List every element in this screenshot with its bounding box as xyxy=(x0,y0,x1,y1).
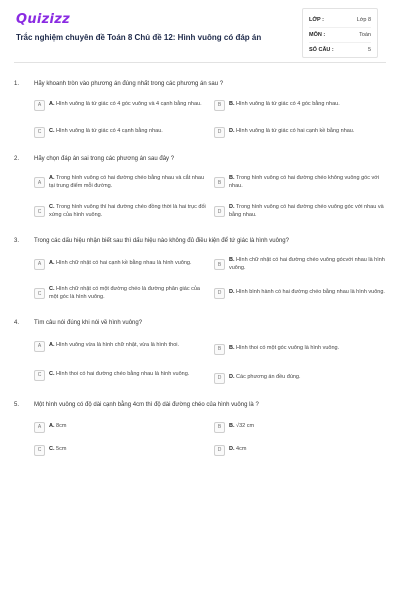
option-letter: A xyxy=(34,100,45,111)
option-text: Hình vuông vừa là hình chữ nhật, vừa là hình thoi. xyxy=(56,342,180,349)
option-text: Hình chữ nhật có hai cạnh kề bằng nhau là hình vuông. xyxy=(56,260,192,267)
option-text: Hình vuông là tứ giác có 4 góc vuông và 4 cạnh bằng nhau. xyxy=(56,101,202,108)
option-d[interactable]: D D. 4cm xyxy=(214,443,390,457)
worksheet-meta-box xyxy=(302,8,378,58)
meta-value: 5 xyxy=(367,47,371,53)
option-text: 8cm xyxy=(56,423,67,430)
option-letter: A xyxy=(34,422,45,433)
option-letter: B xyxy=(214,100,225,111)
option-d[interactable]: D D. Hình vuông là tứ giác có hai cạnh kề bằng nhau. xyxy=(214,125,390,139)
question-4 xyxy=(14,319,386,387)
option-a[interactable]: A A. Hình chữ nhật có hai cạnh kề bằng nhau là hình vuông. xyxy=(34,257,210,271)
option-text: Trong hình vuông có hai đường chéo không vuông góc với nhau. xyxy=(229,175,380,189)
option-b[interactable]: B B. Hình vuông là tứ giác có 4 góc bằng nhau. xyxy=(214,98,390,112)
option-letter-bold: B xyxy=(229,101,233,108)
question-5 xyxy=(14,401,386,459)
option-text: Hình vuông là tứ giác có 4 cạnh bằng nhau. xyxy=(56,128,163,135)
option-letter-bold: D xyxy=(229,374,233,381)
option-letter: D xyxy=(214,445,225,456)
option-a[interactable]: A A. Trong hình vuông có hai đường chéo bằng nhau và cắt nhau tại trung điểm mỗi đường. xyxy=(34,175,210,190)
option-text: 5cm xyxy=(56,446,67,453)
question-text: Tìm câu nói đúng khi nói về hình vuông? xyxy=(34,320,143,326)
option-letter-bold: B xyxy=(229,257,233,263)
option-letter-bold: A xyxy=(49,342,53,349)
option-b[interactable]: B B. Hình chữ nhật có hai đường chéo vuông gócvới nhau là hình vuông. xyxy=(214,257,390,272)
meta-row-subject xyxy=(309,27,371,42)
option-letter-bold: C xyxy=(49,371,53,378)
option-letter: B xyxy=(214,177,225,188)
option-c[interactable]: C C. Trong hình vuông thì hai đường chéo đồng thời là hai trục đối xứng của hình vuông. xyxy=(34,204,210,219)
option-letter: C xyxy=(34,288,45,299)
question-number: 5. xyxy=(14,402,20,408)
option-letter-bold: A xyxy=(49,260,53,267)
question-number: 1. xyxy=(14,81,20,87)
option-text: Hình bình hành có hai đường chéo bằng nhau là hình vuông. xyxy=(236,289,385,296)
option-letter-bold: D xyxy=(229,289,233,296)
option-letter: C xyxy=(34,127,45,138)
option-letter: D xyxy=(214,206,225,217)
option-text: Trong hình vuông có hai đường chéo vuông góc với nhau và bằng nhau. xyxy=(229,204,384,218)
option-text: Hình vuông là tứ giác có hai cạnh kề bằng nhau. xyxy=(236,128,355,135)
option-b[interactable]: B B. Trong hình vuông có hai đường chéo không vuông góc với nhau. xyxy=(214,175,390,190)
question-number: 4. xyxy=(14,320,20,326)
option-letter: B xyxy=(214,259,225,270)
question-1 xyxy=(14,80,386,138)
meta-label: MÔN : xyxy=(309,32,326,38)
option-letter: C xyxy=(34,370,45,381)
option-letter-bold: C xyxy=(49,204,53,210)
option-letter-bold: D xyxy=(229,128,233,135)
option-text: Hình vuông là tứ giác có 4 góc bằng nhau. xyxy=(236,101,340,108)
option-letter: A xyxy=(34,341,45,352)
option-letter: A xyxy=(34,259,45,270)
worksheet-header xyxy=(14,0,386,63)
option-c[interactable]: C C. Hình vuông là tứ giác có 4 cạnh bằng nhau. xyxy=(34,125,210,139)
option-a[interactable]: A A. Hình vuông là tứ giác có 4 góc vuông và 4 cạnh bằng nhau. xyxy=(34,98,210,112)
option-text: 4cm xyxy=(236,446,247,453)
option-letter-bold: A xyxy=(49,423,53,430)
meta-value: Toán xyxy=(359,32,371,38)
option-text: Các phương án đều đúng. xyxy=(236,374,301,381)
option-letter-bold: D xyxy=(229,204,233,210)
option-d[interactable]: D D. Trong hình vuông có hai đường chéo vuông góc với nhau và bằng nhau. xyxy=(214,204,390,219)
meta-label: LỚP : xyxy=(309,17,324,23)
question-number: 3. xyxy=(14,238,20,244)
option-b[interactable]: B B. Hình thoi có một góc vuông là hình vuông. xyxy=(214,342,390,356)
option-letter-bold: C xyxy=(49,286,53,292)
option-text: Hình chữ nhật có một đường chéo là đường phân giác của một góc là hình vuông. xyxy=(49,286,200,300)
option-letter-bold: D xyxy=(229,446,233,453)
option-d[interactable]: D D. Hình bình hành có hai đường chéo bằng nhau là hình vuông. xyxy=(214,286,390,300)
option-a[interactable]: A A. 8cm xyxy=(34,420,210,434)
meta-value: Lớp 8 xyxy=(356,17,371,23)
option-letter-bold: C xyxy=(49,128,53,135)
option-text: Hình thoi có một góc vuông là hình vuông. xyxy=(236,345,340,352)
question-3 xyxy=(14,237,386,305)
option-text: Trong hình vuông có hai đường chéo bằng nhau và cắt nhau tại trung điểm mỗi đường. xyxy=(49,175,205,189)
option-letter: B xyxy=(214,422,225,433)
option-letter-bold: B xyxy=(229,175,233,181)
option-a[interactable]: A A. Hình vuông vừa là hình chữ nhật, vừa là hình thoi. xyxy=(34,339,210,353)
option-c[interactable]: C C. Hình thoi có hai đường chéo bằng nhau là hình vuông. xyxy=(34,368,210,382)
option-letter: C xyxy=(34,206,45,217)
meta-label: SỐ CÂU : xyxy=(309,47,334,53)
option-c[interactable]: C C. 5cm xyxy=(34,443,210,457)
meta-row-count xyxy=(309,42,371,57)
option-letter: B xyxy=(214,344,225,355)
option-d[interactable]: D D. Các phương án đều đúng. xyxy=(214,371,390,385)
question-2 xyxy=(14,155,386,223)
question-text: Một hình vuông có độ dài cạnh bằng 4cm thì độ dài đường chéo của hình vuông là ? xyxy=(34,402,259,408)
quizizz-logo: Quizizz xyxy=(16,12,71,27)
option-letter: D xyxy=(214,288,225,299)
option-letter-bold: C xyxy=(49,446,53,453)
question-text: Hãy chọn đáp án sai trong các phương án sau đây ? xyxy=(34,156,175,162)
option-text: Hình thoi có hai đường chéo bằng nhau là hình vuông. xyxy=(56,371,190,378)
option-letter: C xyxy=(34,445,45,456)
question-number: 2. xyxy=(14,156,20,162)
question-text: Trong các dấu hiệu nhận biết sau thì dấu hiệu nào không đủ điều kiện để tứ giác là hình vuông? xyxy=(34,238,289,244)
option-letter-bold: B xyxy=(229,423,233,430)
option-c[interactable]: C C. Hình chữ nhật có một đường chéo là đường phân giác của một góc là hình vuông. xyxy=(34,286,210,301)
option-text: Trong hình vuông thì hai đường chéo đồng thời là hai trục đối xứng của hình vuông. xyxy=(49,204,206,218)
option-b[interactable]: B B. √32 cm xyxy=(214,420,390,434)
option-letter-bold: A xyxy=(49,175,53,181)
option-letter-bold: B xyxy=(229,345,233,352)
option-letter: D xyxy=(214,373,225,384)
question-text: Hãy khoanh tròn vào phương án đúng nhất trong các phương án sau ? xyxy=(34,81,224,87)
option-text: Hình chữ nhật có hai đường chéo vuông gócvới nhau là hình vuông. xyxy=(229,257,385,271)
worksheet-title: Trắc nghiệm chuyên đề Toán 8 Chủ đề 12: Hình vuông có đáp án xyxy=(16,33,262,42)
option-letter: A xyxy=(34,177,45,188)
option-text: √32 cm xyxy=(236,423,255,430)
option-letter: D xyxy=(214,127,225,138)
meta-row-class xyxy=(309,13,371,27)
option-letter-bold: A xyxy=(49,101,53,108)
